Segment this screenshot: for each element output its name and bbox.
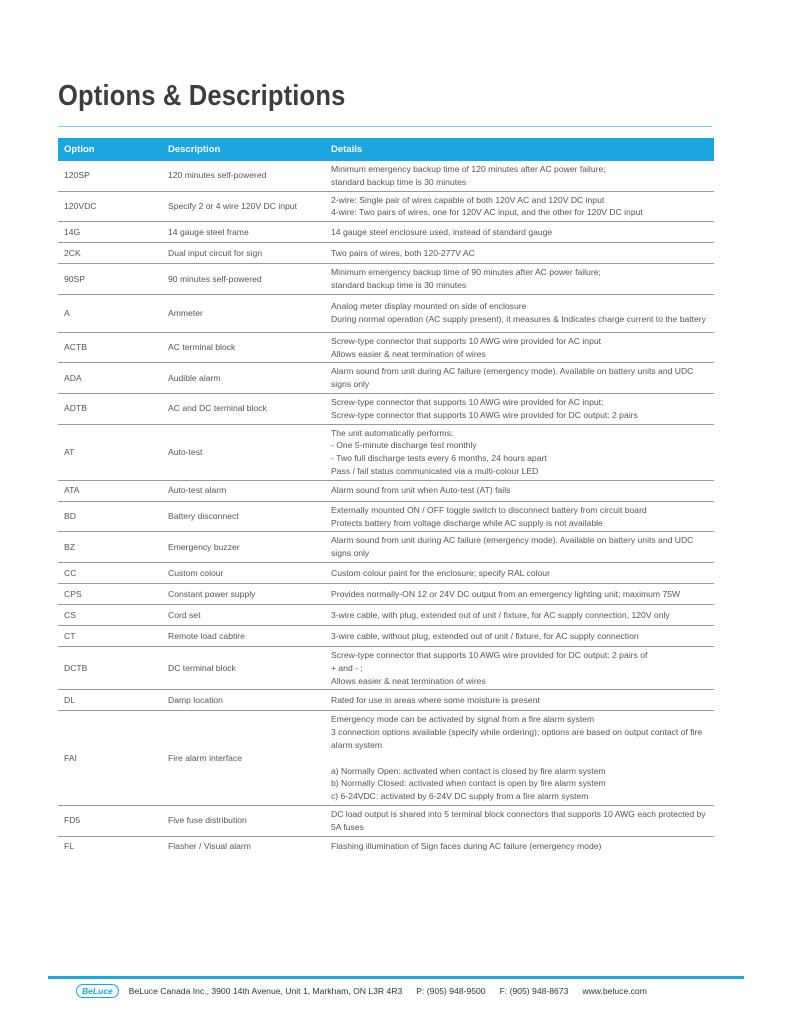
option-details: Externally mounted ON / OFF toggle switch to disconnect battery from circuit board Protects battery from voltage discharge while AC supply is not available bbox=[325, 501, 714, 532]
option-code: FD5 bbox=[58, 805, 162, 836]
option-description: Constant power supply bbox=[162, 583, 325, 604]
option-details: 3-wire cable, with plug, extended out of unit / fixture, for AC supply connection, 120V only bbox=[325, 604, 714, 625]
footer-website[interactable]: www.beluce.com bbox=[582, 986, 647, 996]
option-details: Two pairs of wires, both 120-277V AC bbox=[325, 243, 714, 264]
option-description: Cord set bbox=[162, 604, 325, 625]
option-description: Emergency buzzer bbox=[162, 532, 325, 563]
option-description: AC terminal block bbox=[162, 332, 325, 363]
option-details: Analog meter display mounted on side of enclosure During normal operation (AC supply present), it measures & Indicates charge current to the battery bbox=[325, 294, 714, 332]
option-details: The unit automatically performs: - One 5-minute discharge test monthly - Two full discharge tests every 6 months, 24 hours apart Pass / fail status communicated via a multi-colour LED bbox=[325, 424, 714, 480]
option-code: 14G bbox=[58, 222, 162, 243]
option-details: Alarm sound from unit when Auto-test (AT) fails bbox=[325, 480, 714, 501]
table-row bbox=[58, 583, 714, 604]
table-row bbox=[58, 711, 714, 806]
table-row bbox=[58, 191, 714, 222]
option-details: Alarm sound from unit during AC failure (emergency mode). Available on battery units and UDC signs only bbox=[325, 363, 714, 394]
option-code: CS bbox=[58, 604, 162, 625]
option-description: Auto-test alarm bbox=[162, 480, 325, 501]
option-code: FAI bbox=[58, 711, 162, 806]
option-details: 14 gauge steel enclosure used, instead of standard gauge bbox=[325, 222, 714, 243]
option-description: Fire alarm interface bbox=[162, 711, 325, 806]
option-details: Emergency mode can be activated by signal from a fire alarm system 3 connection options available (specify while ordering); options are based on output contact of fire alarm system a) Normally Open: activated when contact is closed by fire alarm system b) Normally Closed: activated when contact is open by fire alarm system c) 6-24VDC: activated by 6-24V DC supply from a fire alarm system bbox=[325, 711, 714, 806]
table-row bbox=[58, 646, 714, 689]
beluce-logo: BeLuce bbox=[76, 984, 119, 998]
option-code: ADA bbox=[58, 363, 162, 394]
option-code: ADTB bbox=[58, 393, 162, 424]
option-description: DC terminal block bbox=[162, 646, 325, 689]
table-row bbox=[58, 836, 714, 857]
option-description: 120 minutes self-powered bbox=[162, 161, 325, 191]
option-details: 2-wire: Single pair of wires capable of both 120V AC and 120V DC input 4-wire: Two pairs of wires, one for 120V AC input, and the other for 120V DC input bbox=[325, 191, 714, 222]
option-description: Battery disconnect bbox=[162, 501, 325, 532]
option-code: CT bbox=[58, 625, 162, 646]
table-row bbox=[58, 222, 714, 243]
option-details: Provides normally-ON 12 or 24V DC output from an emergency lighting unit; maximum 75W bbox=[325, 583, 714, 604]
option-details: Minimum emergency backup time of 120 minutes after AC power failure; standard backup time is 30 minutes bbox=[325, 161, 714, 191]
option-description: Ammeter bbox=[162, 294, 325, 332]
option-description: 14 gauge steel frame bbox=[162, 222, 325, 243]
option-code: 120VDC bbox=[58, 191, 162, 222]
option-code: BD bbox=[58, 501, 162, 532]
option-code: DCTB bbox=[58, 646, 162, 689]
table-row bbox=[58, 393, 714, 424]
option-details: Minimum emergency backup time of 90 minutes after AC power failure; standard backup time is 30 minutes bbox=[325, 264, 714, 295]
option-code: 2CK bbox=[58, 243, 162, 264]
table-row bbox=[58, 264, 714, 295]
header-description: Description bbox=[162, 138, 325, 161]
option-description: Audible alarm bbox=[162, 363, 325, 394]
table-row bbox=[58, 332, 714, 363]
footer-address: BeLuce Canada Inc., 3900 14th Avenue, Unit 1, Markham, ON L3R 4R3 bbox=[128, 986, 403, 996]
footer bbox=[76, 983, 736, 999]
table-row bbox=[58, 805, 714, 836]
option-code: ACTB bbox=[58, 332, 162, 363]
footer-divider bbox=[48, 976, 744, 979]
header-option: Option bbox=[58, 138, 162, 161]
options-table bbox=[58, 138, 714, 857]
option-details: Rated for use in areas where some moisture is present bbox=[325, 690, 714, 711]
option-code: BZ bbox=[58, 532, 162, 563]
option-details: Alarm sound from unit during AC failure (emergency mode). Available on battery units and UDC signs only bbox=[325, 532, 714, 563]
option-details: DC load output is shared into 5 terminal block connectors that supports 10 AWG each protected by 5A fuses bbox=[325, 805, 714, 836]
table-header-row bbox=[58, 138, 714, 161]
table-row bbox=[58, 480, 714, 501]
option-details: Screw-type connector that supports 10 AWG wire provided for AC input; Screw-type connector that supports 10 AWG wire provided for DC output: 2 pairs bbox=[325, 393, 714, 424]
option-details: Flashing illumination of Sign faces during AC failure (emergency mode) bbox=[331, 841, 602, 852]
table-row bbox=[58, 690, 714, 711]
option-description: 90 minutes self-powered bbox=[162, 264, 325, 295]
option-code: 120SP bbox=[58, 161, 162, 191]
option-description: Remote load cabtire bbox=[162, 625, 325, 646]
option-details: Custom colour paint for the enclosure; specify RAL colour bbox=[325, 562, 714, 583]
table-row bbox=[58, 294, 714, 332]
table-row bbox=[58, 604, 714, 625]
option-code: CC bbox=[58, 562, 162, 583]
table-row bbox=[58, 532, 714, 563]
option-code: A bbox=[58, 294, 162, 332]
table-body bbox=[58, 161, 714, 857]
option-code: AT bbox=[58, 424, 162, 480]
option-code: 90SP bbox=[58, 264, 162, 295]
table-row bbox=[58, 625, 714, 646]
table-row bbox=[58, 243, 714, 264]
option-description: Five fuse distribution bbox=[162, 805, 325, 836]
option-code: ATA bbox=[58, 480, 162, 501]
table-row bbox=[58, 161, 714, 191]
option-description: AC and DC terminal block bbox=[162, 393, 325, 424]
option-details: Screw-type connector that supports 10 AWG wire provided for DC output: 2 pairs of + and - ; Allows easier & neat termination of wires bbox=[325, 646, 714, 689]
option-description: Flasher / Visual alarm bbox=[168, 841, 251, 852]
option-details: Screw-type connector that supports 10 AWG wire provided for AC input Allows easier & neat termination of wires bbox=[325, 332, 714, 363]
title-divider bbox=[58, 126, 712, 127]
table-row bbox=[58, 562, 714, 583]
page-title: Options & Descriptions bbox=[58, 80, 346, 112]
option-description: Dual input circuit for sign bbox=[162, 243, 325, 264]
option-code: FL bbox=[64, 841, 75, 852]
option-description: Auto-test bbox=[162, 424, 325, 480]
table-row bbox=[58, 363, 714, 394]
table-row bbox=[58, 501, 714, 532]
option-code: DL bbox=[58, 690, 162, 711]
option-description: Specify 2 or 4 wire 120V DC input bbox=[162, 191, 325, 222]
header-details: Details bbox=[325, 138, 714, 161]
footer-fax: F: (905) 948-8673 bbox=[499, 986, 569, 996]
table-row bbox=[58, 424, 714, 480]
option-details: 3-wire cable, without plug, extended out of unit / fixture, for AC supply connection bbox=[325, 625, 714, 646]
option-code: CPS bbox=[58, 583, 162, 604]
footer-phone: P: (905) 948-9500 bbox=[416, 986, 486, 996]
option-description: Damp location bbox=[162, 690, 325, 711]
option-description: Custom colour bbox=[162, 562, 325, 583]
